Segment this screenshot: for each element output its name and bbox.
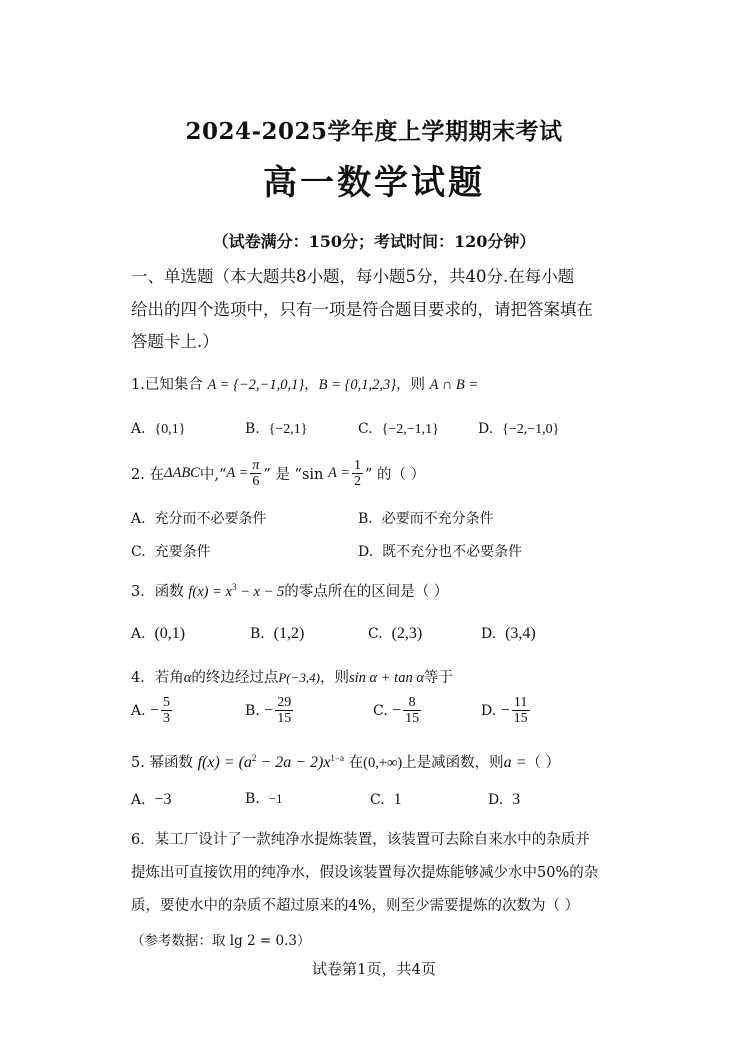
exam-subtitle: 高一数学试题 [263,163,485,203]
frac-denominator: 15 [277,711,292,726]
page-footer: 试卷第1页，共4页 [311,960,437,978]
q1-expr: A ∩ B = [429,377,479,393]
frac-denominator: 2 [354,474,362,489]
option-value: {0,1} [154,422,186,437]
section-line-1: 一、单选题（本大题共8小题，每小题5分，共40分.在每小题 [131,267,575,286]
minus-sign: − [150,701,160,719]
frac-numerator: 11 [513,695,528,710]
q4-option-c[interactable] [373,695,423,726]
q5-func: f(x) = (a [197,754,252,771]
option-label: D. [481,626,497,642]
q4-prefix: 4．若角 [131,670,184,686]
option-label: A. [131,511,146,527]
q2-suffix: ” 的（ ） [365,467,426,483]
option-label: A. [131,702,146,719]
option-label: A. [131,421,146,437]
q1-sep: ， [304,377,319,393]
q5-rest: − 2a − 2)x [256,754,331,771]
q4-option-d[interactable] [481,695,532,726]
option-value: 既不充分也不必要条件 [382,544,523,560]
q2-prefix: 2. 在 [131,467,164,483]
q3-func: f(x) = x [188,584,232,600]
option-value: 必要而不充分条件 [381,511,494,527]
q1-set-b: B = {0,1,2,3} [318,377,396,393]
q5-option-c[interactable] [370,791,402,809]
q2-sin-a: A = [328,465,351,481]
q6-reference: （参考数据：取 lg 2 = 0.3） [131,933,311,949]
frac-numerator: 8 [408,695,416,710]
q1-option-d[interactable] [478,421,559,438]
question-1 [131,373,478,394]
option-label: B. [245,421,260,437]
q5-option-a[interactable] [131,791,172,809]
frac-denominator: 15 [405,711,420,726]
minus-sign: − [500,701,510,719]
option-label: B. [250,626,265,642]
question-4 [131,666,453,687]
q6-line-2: 提炼出可直接饮用的纯净水，假设该装置每次提炼能够减少水中50%的杂 [131,865,599,881]
frac-numerator: 5 [163,695,171,710]
q3-exponent: 3 [231,582,237,593]
option-value: (0,1) [154,625,186,642]
option-label: C. [131,544,146,560]
option-label: D. [488,792,504,808]
q3-option-b[interactable] [250,625,304,643]
option-fraction [512,695,530,726]
frac-denominator: 15 [513,711,528,726]
option-label: C. [368,626,383,642]
option-fraction [161,695,172,726]
option-value: −1 [268,791,283,806]
q1-option-c[interactable] [358,421,439,438]
q3-option-c[interactable] [368,625,422,643]
option-label: D. [358,544,374,560]
question-5 [131,751,560,772]
q2-mid1: 中,“ [199,467,227,483]
option-value: 1 [393,791,402,808]
option-fraction [275,695,293,726]
q3-suffix: 的零点所在的区间是（ ） [284,584,449,600]
q4-option-b[interactable] [245,695,295,726]
option-label: B. [358,511,373,527]
q5-exponent: 1−a [330,753,344,764]
option-value: −3 [154,791,172,808]
minus-sign: − [392,701,402,719]
q2-a-eq: A = [226,465,249,481]
frac-denominator: 6 [252,474,260,489]
q4-mid: 的终边经过点 [191,670,279,686]
option-value: {−2,−1,0} [502,422,560,437]
q2-pi-over-6 [250,458,261,489]
frac-numerator: 29 [277,695,292,710]
option-value: 充分而不必要条件 [154,511,267,527]
option-label: D. [478,421,494,437]
section-line-3: 答题卡上.） [131,332,219,351]
option-label: C. [373,702,388,719]
q5-suffix: 上是减函数，则 [402,755,504,771]
q1-ask: ，则 [396,377,425,393]
q1-text: 1.已知集合 [131,377,203,393]
q1-option-a[interactable] [131,421,185,438]
q2-option-a[interactable] [131,508,266,528]
q3-prefix: 3．函数 [131,584,184,600]
q2-mid2: ” 是 “sin [263,467,324,483]
q2-option-d[interactable] [358,541,522,561]
exam-info: （试卷满分：150分；考试时间：120分钟） [212,232,536,251]
q4-point: P(−3,4) [278,670,320,685]
q5-option-d[interactable] [488,791,520,809]
q4-alpha: α [183,670,192,686]
exam-title: 2024-2025学年度上学期期末考试 [185,118,563,145]
frac-denominator: 3 [163,711,171,726]
q5-option-b[interactable] [245,791,283,807]
option-label: A. [131,626,146,642]
q5-paren: （ ） [526,755,561,771]
option-label: B. [245,702,260,719]
q5-interval: (0,+∞) [363,755,403,771]
option-label: C. [358,421,373,437]
q2-triangle: ΔABC [163,465,200,481]
q6-line-3: 质，要使水中的杂质不超过原来的4%，则至少需要提炼的次数为（ ） [131,898,580,914]
option-label: D. [481,702,497,719]
q2-one-half [352,458,363,489]
q3-option-a[interactable] [131,625,185,643]
q1-option-b[interactable] [245,421,308,438]
section-line-2: 给出的四个选项中，只有一项是符合题目要求的，请把答案填在 [131,300,593,319]
q5-ask: a = [503,754,527,771]
q5-prefix: 5. 幂函数 [131,755,193,771]
q4-expr: sin α + tan α [348,670,424,686]
option-fraction [403,695,421,726]
option-value: {−2,−1,1} [381,422,439,437]
q4-suffix: 等于 [423,670,453,686]
q3-option-d[interactable] [481,625,536,643]
option-value: (3,4) [505,625,536,642]
q2-option-b[interactable] [358,508,494,528]
q4-mid2: ，则 [319,670,349,686]
option-value: 充要条件 [154,544,211,560]
frac-numerator: π [252,458,260,473]
option-label: B. [245,791,260,807]
q5-mid: 在 [348,755,364,771]
option-label: A. [131,792,146,808]
question-2 [131,458,425,489]
question-3 [131,580,448,601]
option-value: (1,2) [273,625,305,642]
minus-sign: − [264,701,274,719]
option-label: C. [370,792,385,808]
option-value: (2,3) [391,625,423,642]
q1-set-a: A = {−2,−1,0,1} [207,377,305,393]
q6-line-1: 6．某工厂设计了一款纯净水提炼装置，该装置可去除自来水中的杂质并 [131,832,590,848]
option-value: {−2,1} [268,422,308,437]
q5-square: 2 [251,753,257,764]
q2-option-c[interactable] [131,541,211,561]
q3-rest: − x − 5 [236,584,285,600]
option-value: 3 [512,791,521,808]
q4-option-a[interactable] [131,695,174,726]
frac-numerator: 1 [354,458,362,473]
